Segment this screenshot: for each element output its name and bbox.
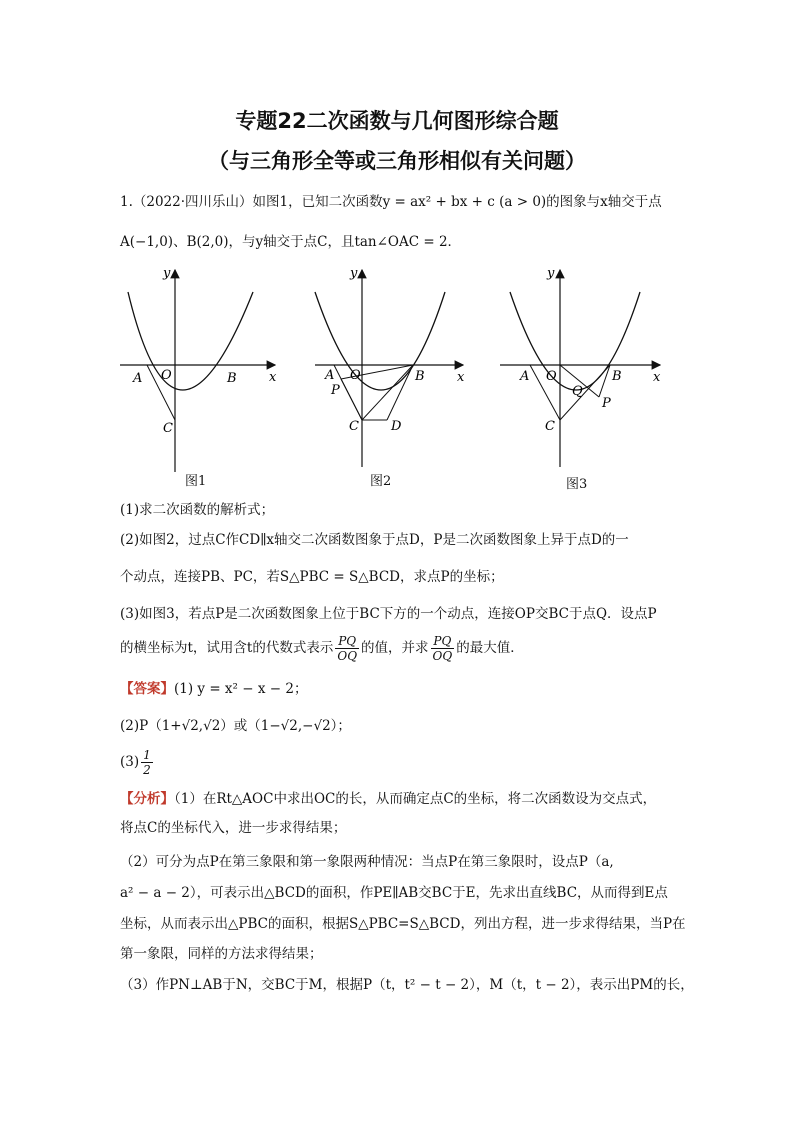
fig2-label-x: x: [457, 370, 465, 385]
fig3-segment-cb: [560, 365, 610, 420]
fig1-label-a: A: [133, 371, 143, 386]
fig2-segment-bd: [387, 365, 413, 420]
analysis-line-6: 第一象限，同样的方法求得结果；: [120, 946, 323, 962]
fig1-label-y: y: [163, 266, 171, 281]
analysis-line-2: 将点C的坐标代入，进一步求得结果；: [120, 820, 347, 836]
analysis-line-5: 坐标，从而表示出△PBC的面积，根据S△PBC=S△BCD，列出方程，进一步求得结果，当P在: [120, 916, 686, 932]
figure-2: [315, 266, 465, 467]
problem-line-2: A(−1,0)、B(2,0)，与y轴交于点C，且tan∠OAC = 2．: [120, 234, 462, 250]
fig3-label-c: C: [545, 419, 555, 434]
answer-2: (2)P（1+√2,√2）或（1−√2,−√2）；: [120, 718, 351, 734]
fig1-label-b: B: [227, 371, 237, 386]
answer-3-numerator: 1: [143, 748, 151, 762]
fig3-label-q: Q: [572, 384, 583, 399]
fig3-label-b: B: [612, 369, 622, 384]
fig3-label-o: O: [546, 369, 557, 384]
figure-2-caption: 图2: [370, 474, 392, 489]
fraction-pq-oq: [335, 634, 359, 663]
fig2-label-d: D: [391, 419, 402, 434]
question-3-text-b: 的值，并求: [361, 640, 429, 656]
fig2-segment-pc: [341, 379, 362, 420]
page-subtitle: （与三角形全等或三角形相似有关问题）: [208, 149, 586, 173]
analysis-text-1: （1）在Rt△AOC中求出OC的长，从而确定点C的坐标，将二次函数设为交点式，: [174, 791, 657, 807]
fraction-numerator: PQ: [335, 634, 359, 649]
figure-1: [120, 266, 277, 472]
answer-1: (1) y = x² − x − 2；: [174, 681, 308, 697]
question-3-line-2: [120, 630, 680, 666]
fraction-numerator-2: PQ: [431, 634, 455, 649]
fig1-label-c: C: [163, 421, 173, 436]
fig3-label-a: A: [520, 369, 530, 384]
page-title: 专题22二次函数与几何图形综合题: [235, 109, 559, 133]
question-1: (1)求二次函数的解析式；: [120, 502, 275, 518]
fig3-label-x: x: [653, 370, 661, 385]
figures: [115, 262, 675, 492]
fig3-segment-bp: [599, 365, 610, 397]
figure-3: [500, 266, 661, 467]
fraction-pq-oq-2: [431, 634, 455, 663]
fig2-label-p: P: [331, 383, 340, 398]
analysis-tag: 【分析】: [120, 791, 174, 807]
answer-3-line: [120, 744, 680, 780]
question-2-line-2: 个动点，连接PB、PC，若S△PBC = S△BCD，求点P的坐标；: [120, 569, 504, 585]
analysis-line-1: [120, 789, 680, 809]
fig2-parabola: [315, 292, 445, 390]
problem-line-1: 1.（2022·四川乐山）如图1，已知二次函数y = ax² + bx + c (a > 0)的图象与x轴交于点: [120, 194, 662, 210]
figure-1-caption: 图1: [185, 474, 207, 489]
question-3-text-a: 的横坐标为t，试用含t的代数式表示: [120, 640, 334, 656]
answer-3-prefix: (3): [120, 754, 140, 770]
answer-3-fraction: [141, 748, 153, 777]
fig2-label-b: B: [415, 369, 425, 384]
fig2-label-o: O: [350, 368, 361, 383]
fig2-label-a: A: [325, 368, 335, 383]
answer-3-denominator: 2: [143, 763, 151, 777]
analysis-line-4: a² − a − 2），可表示出△BCD的面积，作PE∥AB交BC于E，先求出直线BC，从而得到E点: [120, 885, 668, 901]
fraction-denominator: OQ: [337, 649, 358, 663]
question-3-text-c: 的最大值．: [456, 640, 524, 656]
question-2-line-1: (2)如图2，过点C作CD∥x轴交二次函数图象于点D，P是二次函数图象上异于点D的一: [120, 532, 629, 548]
fig2-label-y: y: [350, 266, 358, 281]
fig2-label-c: C: [349, 419, 359, 434]
fig3-label-y: y: [547, 266, 555, 281]
figure-3-caption: 图3: [566, 477, 588, 492]
fig1-label-o: O: [161, 368, 172, 383]
question-3-line-1: (3)如图3，若点P是二次函数图象上位于BC下方的一个动点，连接OP交BC于点Q．设点P: [120, 606, 657, 622]
answer-tag: 【答案】: [120, 681, 174, 697]
fig3-label-p: P: [602, 396, 611, 411]
fraction-denominator-2: OQ: [432, 649, 453, 663]
answer-line-1: [120, 679, 680, 699]
analysis-line-3: （2）可分为点P在第三象限和第一象限两种情况：当点P在第三象限时，设点P（a,: [120, 854, 614, 870]
fig1-label-x: x: [269, 370, 277, 385]
analysis-line-7: （3）作PN⊥AB于N，交BC于M，根据P（t，t² − t − 2），M（t，t − 2），表示出PM的长，: [120, 977, 694, 993]
